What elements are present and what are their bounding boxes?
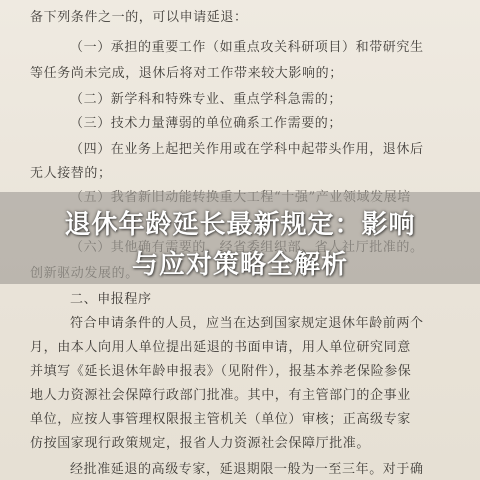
doc-line-5: （三）技术力量薄弱的单位确系工作需要的； [70, 116, 343, 131]
doc-line-15: 地人力资源社会保障行政部门批准。其中，有主管部门的企事业 [30, 388, 411, 403]
overlay-title-line-2: 与应对策略全解析 [131, 250, 348, 280]
overlay-title-line-1: 退休年龄延长最新规定：影响 [64, 210, 416, 240]
doc-line-17: 仿按国家现行政策规定，报省人力资源社会保障厅批准。 [30, 436, 371, 451]
doc-line-14: 并填写《延长退休年龄申报表》（见附件），报基本养老保险参保 [30, 364, 412, 379]
doc-line-12: 符合申请条件的人员，应当在达到国家规定退休年龄前两个 [70, 316, 424, 331]
doc-line-2: （一）承担的重要工作（如重点攻关科研项目）和带研究生 [70, 40, 424, 55]
doc-line-1: 备下列条件之一的，可以申请延退： [30, 10, 248, 25]
doc-line-7: 无人接替的； [30, 166, 112, 181]
doc-line-16: 单位，应按人事管理权限报主管机关（单位）审核；正高级专家 [30, 412, 411, 427]
doc-line-6: （四）在业务上起把关作用或在学科中起带头作用，退休后 [70, 142, 424, 157]
doc-section-heading: 二、申报程序 [70, 292, 152, 307]
doc-line-4: （二）新学科和特殊专业、重点学科急需的； [70, 92, 343, 107]
doc-line-3: 等任务尚未完成，退休后将对工作带来较大影响的； [30, 66, 343, 81]
doc-line-18: 经批准延退的高级专家，延退期限一般为一至三年。对于确 [70, 462, 424, 477]
doc-line-13: 月，由本人向用人单位提出延退的书面申请，用人单位研究同意 [30, 340, 411, 355]
